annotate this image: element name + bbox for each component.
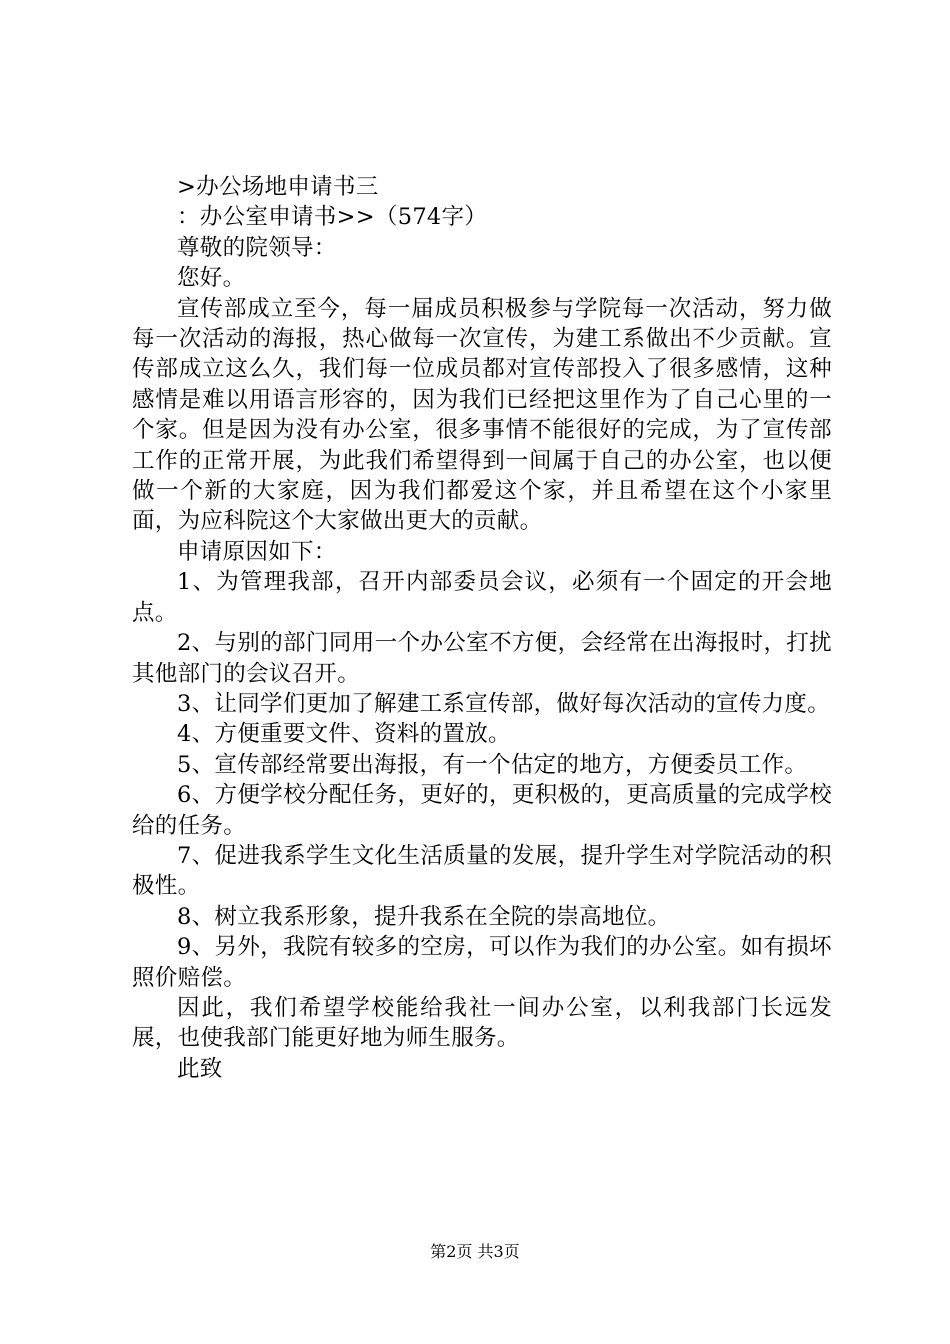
reason-item: 2、与别的部门同用一个办公室不方便，会经常在出海报时，打扰其他部门的会议召开。: [132, 630, 832, 687]
body-paragraph: 宣传部成立至今，每一届成员积极参与学院每一次活动，努力做每一次活动的海报，热心做每一次宣传，为建工系做出不少贡献。宣传部成立这么久，我们每一位成员都对宣传部投入了很多感情，这种感情是难以用语言形容的，因为我们已经把这里作为了自己心里的一个家。但是因为没有办公室，很多事情不能很好的完成，为了宣传部工作的正常开展，为此我们希望得到一间属于自己的办公室，也以便做一个新的大家庭，因为我们都爱这个家，并且希望在这个小家里面，为应科院这个大家做出更大的贡献。: [132, 295, 832, 535]
reasons-heading: 申请原因如下：: [177, 538, 337, 565]
reason-item: 6、方便学校分配任务，更好的，更积极的，更高质量的完成学校给的任务。: [132, 782, 832, 839]
reason-item: 8、树立我系形象，提升我系在全院的崇高地位。: [177, 903, 671, 930]
greeting: 您好。: [177, 265, 246, 292]
reason-item: 4、方便重要文件、资料的置放。: [177, 721, 511, 748]
reason-item: 9、另外，我院有较多的空房，可以作为我们的办公室。如有损坏照价赔偿。: [132, 934, 832, 991]
reason-item: 7、促进我系学生文化生活质量的发展，提升学生对学院活动的积极性。: [132, 842, 832, 900]
document-body: [132, 172, 832, 1084]
document-subtitle: ：办公室申请书>>（574字）: [177, 204, 488, 231]
salutation: 尊敬的院领导：: [177, 234, 337, 261]
page-number-footer: 第2页 共3页: [430, 1242, 520, 1261]
document-title: >办公场地申请书三: [177, 174, 379, 200]
reason-item: 3、让同学们更加了解建工系宣传部，做好每次活动的宣传力度。: [177, 690, 831, 717]
reason-item: 5、宣传部经常要出海报，有一个估定的地方，方便委员工作。: [177, 751, 808, 778]
closing-salute: 此致: [177, 1055, 223, 1082]
reason-item: 1、为管理我部，召开内部委员会议，必须有一个固定的开会地点。: [132, 569, 832, 626]
closing-paragraph: 因此，我们希望学校能给我社一间办公室，以利我部门长远发展，也使我部门能更好地为师生服务。: [132, 994, 832, 1052]
